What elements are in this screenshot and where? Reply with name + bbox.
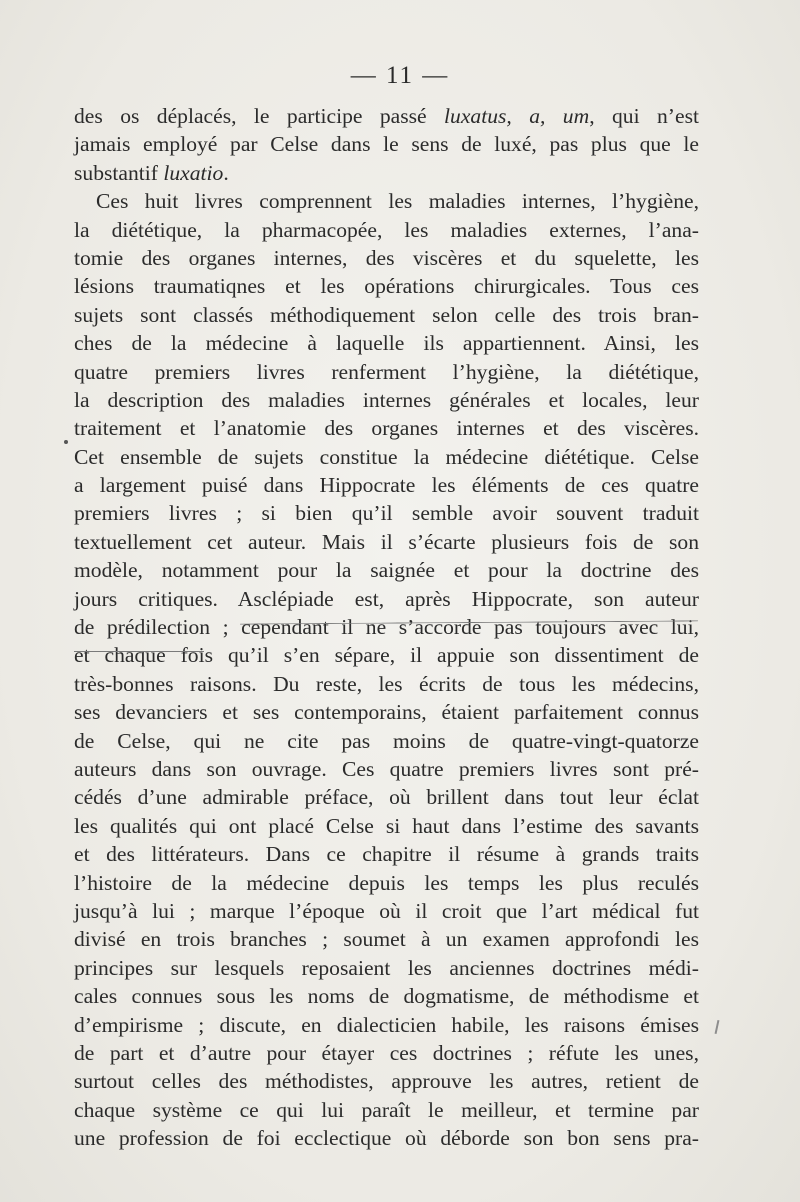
text-line: substantif luxatio. (74, 160, 229, 185)
text-line: a largement puisé dans Hippocrate les éléments de ces quatre (74, 473, 699, 498)
text-line: lésions traumatiqnes et les opérations chirurgicales. Tous ces (74, 274, 699, 299)
text-line: de part et d’autre pour étayer ces doctrines ; réfute les unes, (74, 1040, 699, 1065)
text-line: de Celse, qui ne cite pas moins de quatre-vingt-quatorze (74, 728, 699, 753)
text-line: ches de la médecine à laquelle ils appartiennent. Ainsi, les (74, 331, 699, 356)
pencil-margin-mark (715, 1020, 720, 1034)
text-line: modèle, notamment pour la saignée et pour la doctrine des (74, 558, 699, 583)
italic-term: luxatio (163, 160, 224, 185)
text-line: principes sur lesquels reposaient les anciennes doctrines médi- (74, 955, 699, 980)
text-line: les qualités qui ont placé Celse si haut dans l’estime des savants (74, 813, 699, 838)
page-number: — 11 — (350, 62, 450, 89)
text-line: quatre premiers livres renferment l’hygiène, la diététique, (74, 359, 699, 384)
text-line: et chaque fois qu’il s’en sépare, il appuie son dissentiment de (74, 643, 699, 668)
text-line: l’histoire de la médecine depuis les temps les plus reculés (74, 870, 699, 895)
pencil-underline (74, 651, 204, 652)
text-line: Cet ensemble de sujets constitue la médecine diététique. Celse (74, 444, 699, 469)
text-line: ses devanciers et ses contemporains, étaient parfaitement connus (74, 700, 699, 725)
text-line: auteurs dans son ouvrage. Ces quatre premiers livres sont pré- (74, 756, 699, 781)
text-line: et des littérateurs. Dans ce chapitre il résume à grands traits (74, 842, 699, 867)
text-line: très-bonnes raisons. Du reste, les écrits de tous les médecins, (74, 671, 699, 696)
text-line: sujets sont classés méthodiquement selon celle des trois bran- (74, 302, 699, 327)
text-line: de prédilection ; cependant il ne s’accorde pas toujours avec lui, (74, 615, 699, 640)
text-line: premiers livres ; si bien qu’il semble avoir souvent traduit (74, 501, 699, 526)
text-line: d’empirisme ; discute, en dialecticien habile, les raisons émises (74, 1012, 699, 1037)
text-line: cédés d’une admirable préface, où brillent dans tout leur éclat (74, 785, 699, 810)
body-text (74, 102, 699, 1152)
text-line: la description des maladies internes générales et locales, leur (74, 387, 699, 412)
text-line: surtout celles des méthodistes, approuve les autres, retient de (74, 1069, 699, 1094)
text-line: jours critiques. Asclépiade est, après Hippocrate, son auteur (74, 586, 699, 611)
text-line: textuellement cet auteur. Mais il s’écarte plusieurs fois de son (74, 529, 699, 554)
text-line: Ces huit livres comprennent les maladies internes, l’hygiène, (96, 189, 699, 214)
text-line: cales connues sous les noms de dogmatisme, de méthodisme et (74, 984, 699, 1009)
text-line: traitement et l’anatomie des organes internes et des viscères. (74, 416, 699, 441)
text-line: jamais employé par Celse dans le sens de luxé, pas plus que le (74, 132, 699, 157)
text-line: tomie des organes internes, des viscères et du squelette, les (74, 245, 699, 270)
pencil-dot-mark (64, 440, 68, 444)
text-line: des os déplacés, le participe passé luxatus, a, um, qui n’est (74, 104, 699, 128)
text-line: divisé en trois branches ; soumet à un examen approfondi les (74, 927, 699, 952)
text-line: la diététique, la pharmacopée, les maladies externes, l’ana- (74, 217, 699, 242)
text-line: jusqu’à lui ; marque l’époque où il croit que l’art médical fut (74, 898, 699, 923)
italic-term: luxatus, a, um (444, 104, 590, 128)
text-line: une profession de foi ecclectique où déborde son bon sens pra- (74, 1126, 699, 1151)
text-line: chaque système ce qui lui paraît le meilleur, et termine par (74, 1097, 699, 1122)
